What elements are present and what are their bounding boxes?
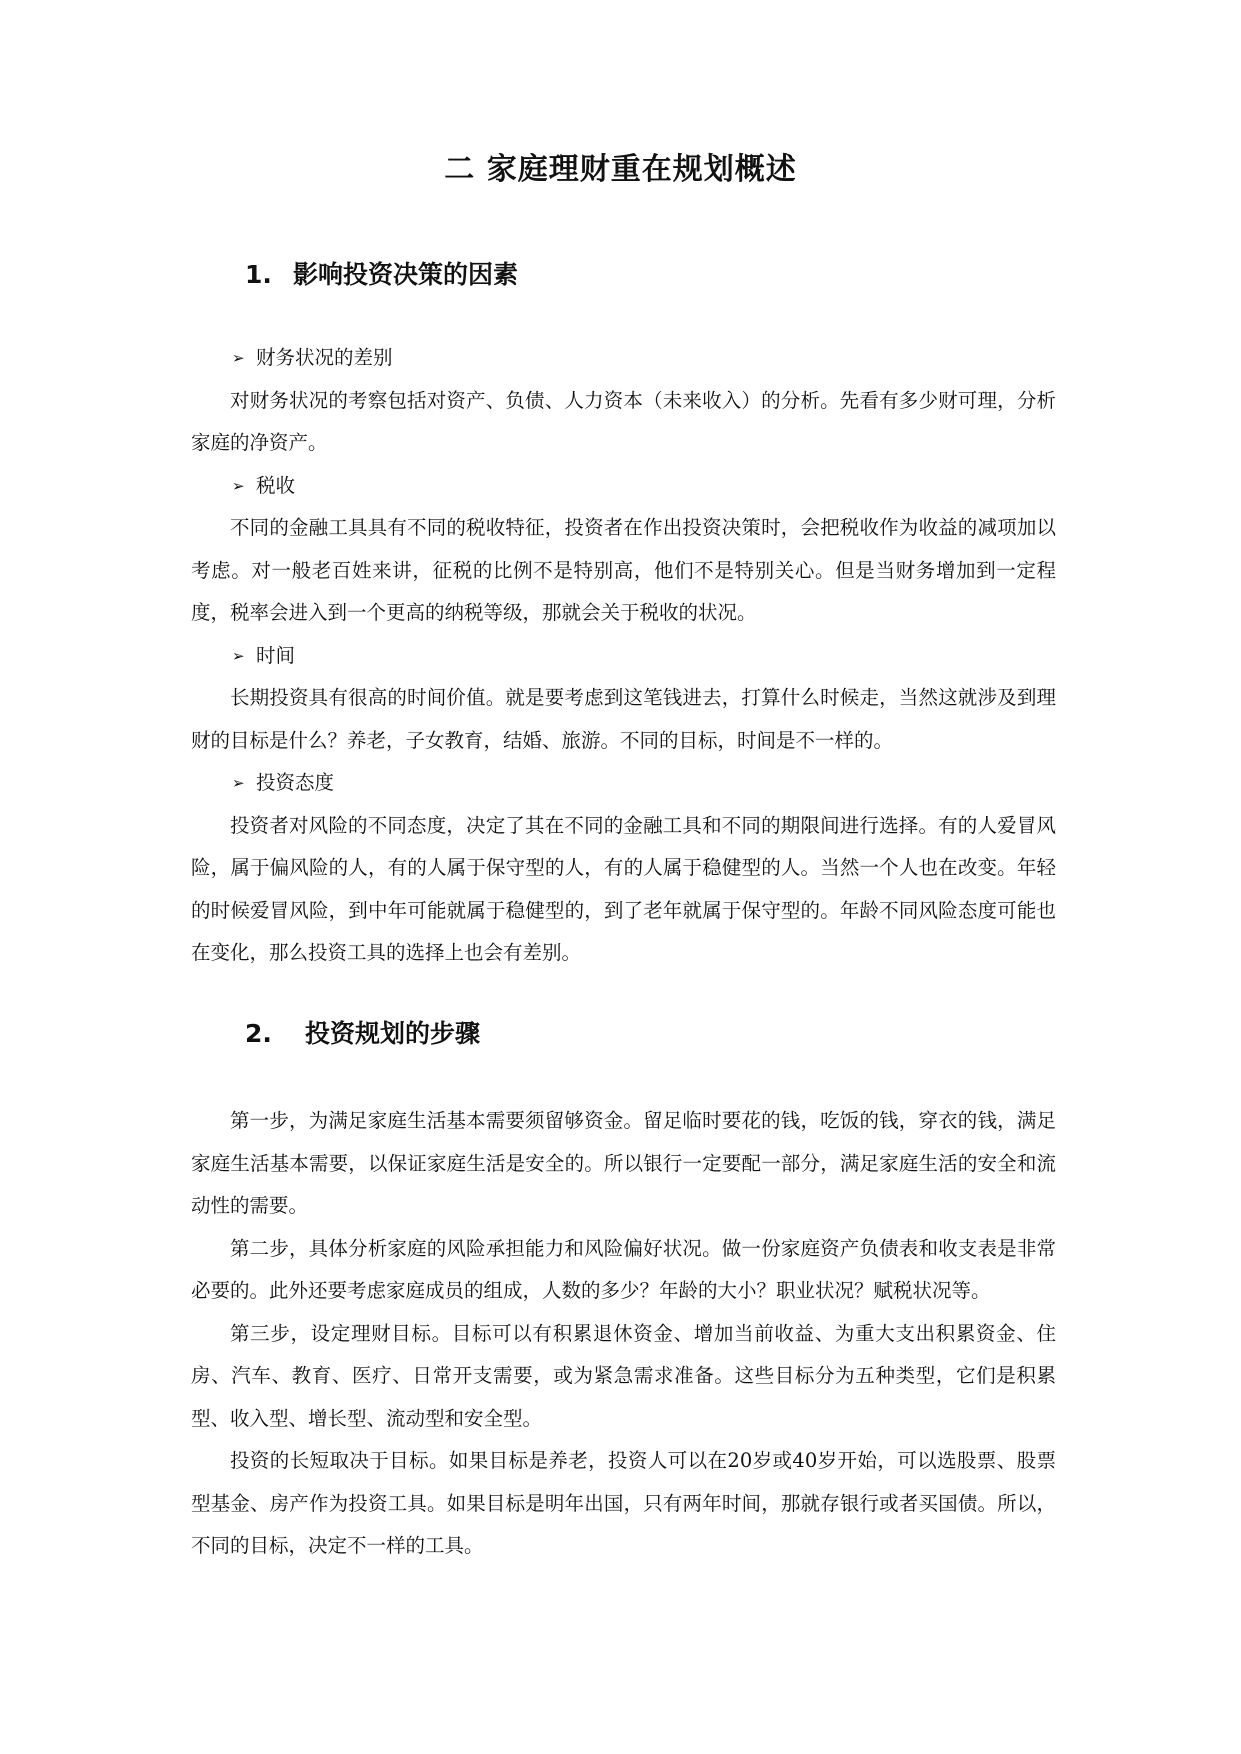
arrow-right-icon: ➢ (232, 476, 245, 495)
section-heading-text: 投资规划的步骤 (305, 1019, 481, 1048)
bullet-label: 时间 (256, 643, 296, 667)
section-1-body (191, 337, 1056, 975)
section-heading-1 (245, 258, 518, 292)
arrow-right-icon: ➢ (232, 646, 245, 665)
paragraph: 投资者对风险的不同态度，决定了其在不同的金融工具和不同的期限间进行选择。有的人爱冒风险，属于偏风险的人，有的人属于保守型的人，有的人属于稳健型的人。当然一个人也在改变。年轻的时候爱冒风险，到中年可能就属于稳健型的，到了老年就属于保守型的。年龄不同风险态度可能也在变化，那么投资工具的选择上也会有差别。 (191, 813, 1056, 964)
paragraph: 不同的金融工具具有不同的税收特征，投资者在作出投资决策时，会把税收作为收益的减项加以考虑。对一般老百姓来讲，征税的比例不是特别高，他们不是特别关心。但是当财务增加到一定程度，税率会进入到一个更高的纳税等级，那就会关于税收的状况。 (191, 516, 1056, 624)
bullet-item (191, 762, 1056, 805)
arrow-right-icon: ➢ (232, 349, 245, 367)
bullet-item (191, 465, 1056, 508)
section-heading-2 (245, 1017, 480, 1051)
paragraph: 第二步，具体分析家庭的风险承担能力和风险偏好状况。做一份家庭资产负债表和收支表是非常必要的。此外还要考虑家庭成员的组成，人数的多少？年龄的大小？职业状况？赋税状况等。 (191, 1236, 1056, 1302)
page-title: 二 家庭理财重在规划概述 (444, 152, 797, 187)
section-number: 1. (245, 260, 272, 289)
bullet-label: 税收 (256, 473, 296, 497)
bullet-label: 财务状况的差别 (256, 346, 393, 369)
section-heading-text: 影响投资决策的因素 (293, 260, 519, 289)
arrow-right-icon: ➢ (232, 774, 245, 792)
section-number: 2. (245, 1019, 272, 1048)
paragraph: 投资的长短取决于目标。如果目标是养老，投资人可以在20岁或40岁开始，可以选股票、股票型基金、房产作为投资工具。如果目标是明年出国，只有两年时间，那就存银行或者买国债。所以，不同的目标，决定不一样的工具。 (191, 1449, 1056, 1557)
paragraph: 第三步，设定理财目标。目标可以有积累退休资金、增加当前收益、为重大支出积累资金、住房、汽车、教育、医疗、日常开支需要，或为紧急需求准备。这些目标分为五种类型，它们是积累型、收入型、增长型、流动型和安全型。 (191, 1321, 1056, 1430)
paragraph: 第一步，为满足家庭生活基本需要须留够资金。留足临时要花的钱，吃饭的钱，穿衣的钱，满足家庭生活基本需要，以保证家庭生活是安全的。所以银行一定要配一部分，满足家庭生活的安全和流动性的需要。 (191, 1109, 1056, 1217)
paragraph: 长期投资具有很高的时间价值。就是要考虑到这笔钱进去，打算什么时候走，当然这就涉及到理财的目标是什么？养老，子女教育，结婚、旅游。不同的目标，时间是不一样的。 (191, 686, 1056, 752)
section-2-body (191, 1100, 1056, 1568)
paragraph: 对财务状况的考察包括对资产、负债、人力资本（未来收入）的分析。先看有多少财可理，分析家庭的净资产。 (191, 388, 1056, 454)
bullet-item (191, 635, 1056, 678)
bullet-label: 投资态度 (256, 771, 335, 794)
bullet-item (191, 337, 1056, 380)
